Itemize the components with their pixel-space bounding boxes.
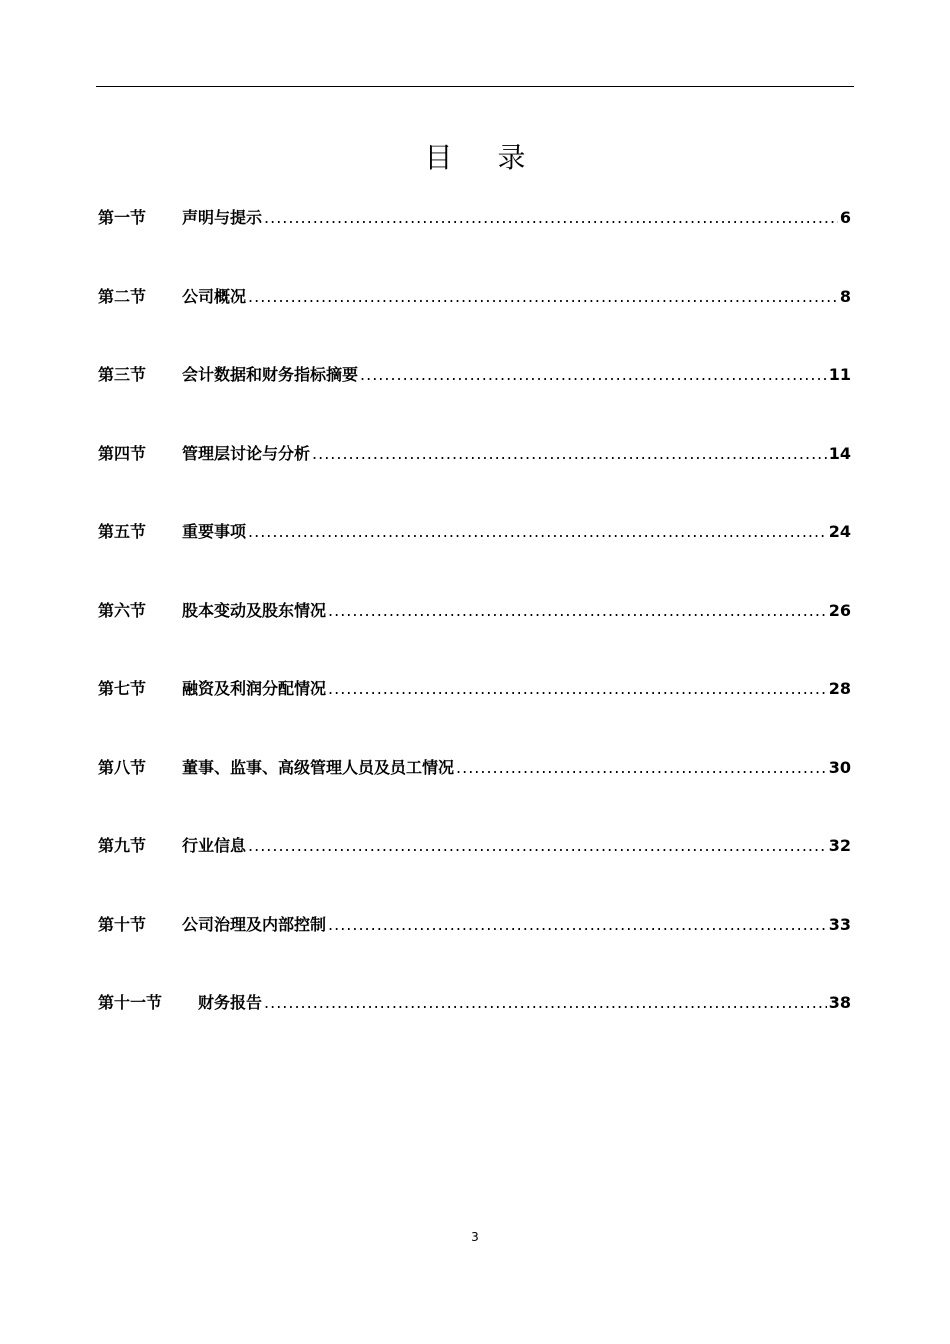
footer-page-number: 3	[471, 1230, 479, 1244]
toc-dot-leader	[248, 832, 827, 860]
toc-page-number: 26	[828, 600, 851, 620]
toc-section-title: 公司治理及内部控制	[182, 914, 327, 934]
toc-entry[interactable]	[98, 754, 851, 833]
toc-page-number: 28	[828, 679, 851, 698]
toc-entry[interactable]	[98, 597, 851, 676]
page-title: 目 录	[424, 140, 544, 174]
toc-section-title: 公司概况	[182, 286, 247, 306]
toc-entry[interactable]	[98, 675, 851, 754]
toc-dot-leader	[328, 911, 827, 939]
toc-dot-leader	[264, 204, 838, 232]
toc-page-number: 38	[828, 993, 851, 1012]
toc-entry[interactable]	[98, 832, 851, 911]
toc-section-title: 重要事项	[182, 522, 247, 541]
toc-section-number: 第六节	[98, 600, 147, 620]
toc-section-number: 第十一节	[98, 993, 163, 1012]
header-rule	[96, 86, 854, 87]
toc-dot-leader	[312, 440, 827, 468]
toc-section-number: 第五节	[98, 522, 147, 541]
toc-dot-leader	[328, 675, 827, 703]
toc-section-number: 第四节	[98, 443, 147, 463]
toc-entry[interactable]	[98, 440, 851, 519]
toc-section-number: 第三节	[98, 365, 147, 384]
toc-page-number: 24	[828, 522, 851, 541]
toc-page-number: 11	[828, 365, 851, 384]
toc-section-title: 董事、监事、高级管理人员及员工情况	[182, 757, 455, 777]
toc-section-title: 财务报告	[198, 993, 263, 1012]
toc-entry[interactable]	[98, 204, 851, 283]
toc-page-number: 14	[828, 443, 851, 463]
toc-page-number: 32	[828, 836, 851, 855]
toc-page-number: 30	[828, 757, 851, 777]
toc-section-title: 会计数据和财务指标摘要	[182, 365, 359, 384]
toc-section-number: 第二节	[98, 286, 147, 306]
toc-dot-leader	[328, 597, 827, 625]
toc-section-title: 声明与提示	[182, 208, 263, 227]
toc-page-number: 6	[839, 208, 851, 227]
toc-section-number: 第一节	[98, 208, 147, 227]
toc-entry[interactable]	[98, 283, 851, 362]
toc-section-title: 管理层讨论与分析	[182, 443, 311, 463]
toc-page-number: 8	[839, 286, 851, 306]
toc-section-title: 行业信息	[182, 836, 247, 855]
toc-section-title: 股本变动及股东情况	[182, 600, 327, 620]
toc-dot-leader	[248, 283, 838, 311]
toc-dot-leader	[456, 754, 827, 782]
toc-entry[interactable]	[98, 518, 851, 597]
toc-entry[interactable]	[98, 361, 851, 440]
toc-section-number: 第七节	[98, 679, 147, 698]
toc-dot-leader	[360, 361, 827, 389]
toc-dot-leader	[264, 989, 827, 1017]
toc-page-number: 33	[828, 914, 851, 934]
table-of-contents	[98, 204, 851, 1068]
toc-dot-leader	[248, 518, 827, 546]
toc-section-number: 第九节	[98, 836, 147, 855]
toc-section-number: 第八节	[98, 757, 147, 777]
toc-section-number: 第十节	[98, 914, 147, 934]
toc-entry[interactable]	[98, 911, 851, 990]
toc-entry[interactable]	[98, 989, 851, 1068]
toc-section-title: 融资及利润分配情况	[182, 679, 327, 698]
